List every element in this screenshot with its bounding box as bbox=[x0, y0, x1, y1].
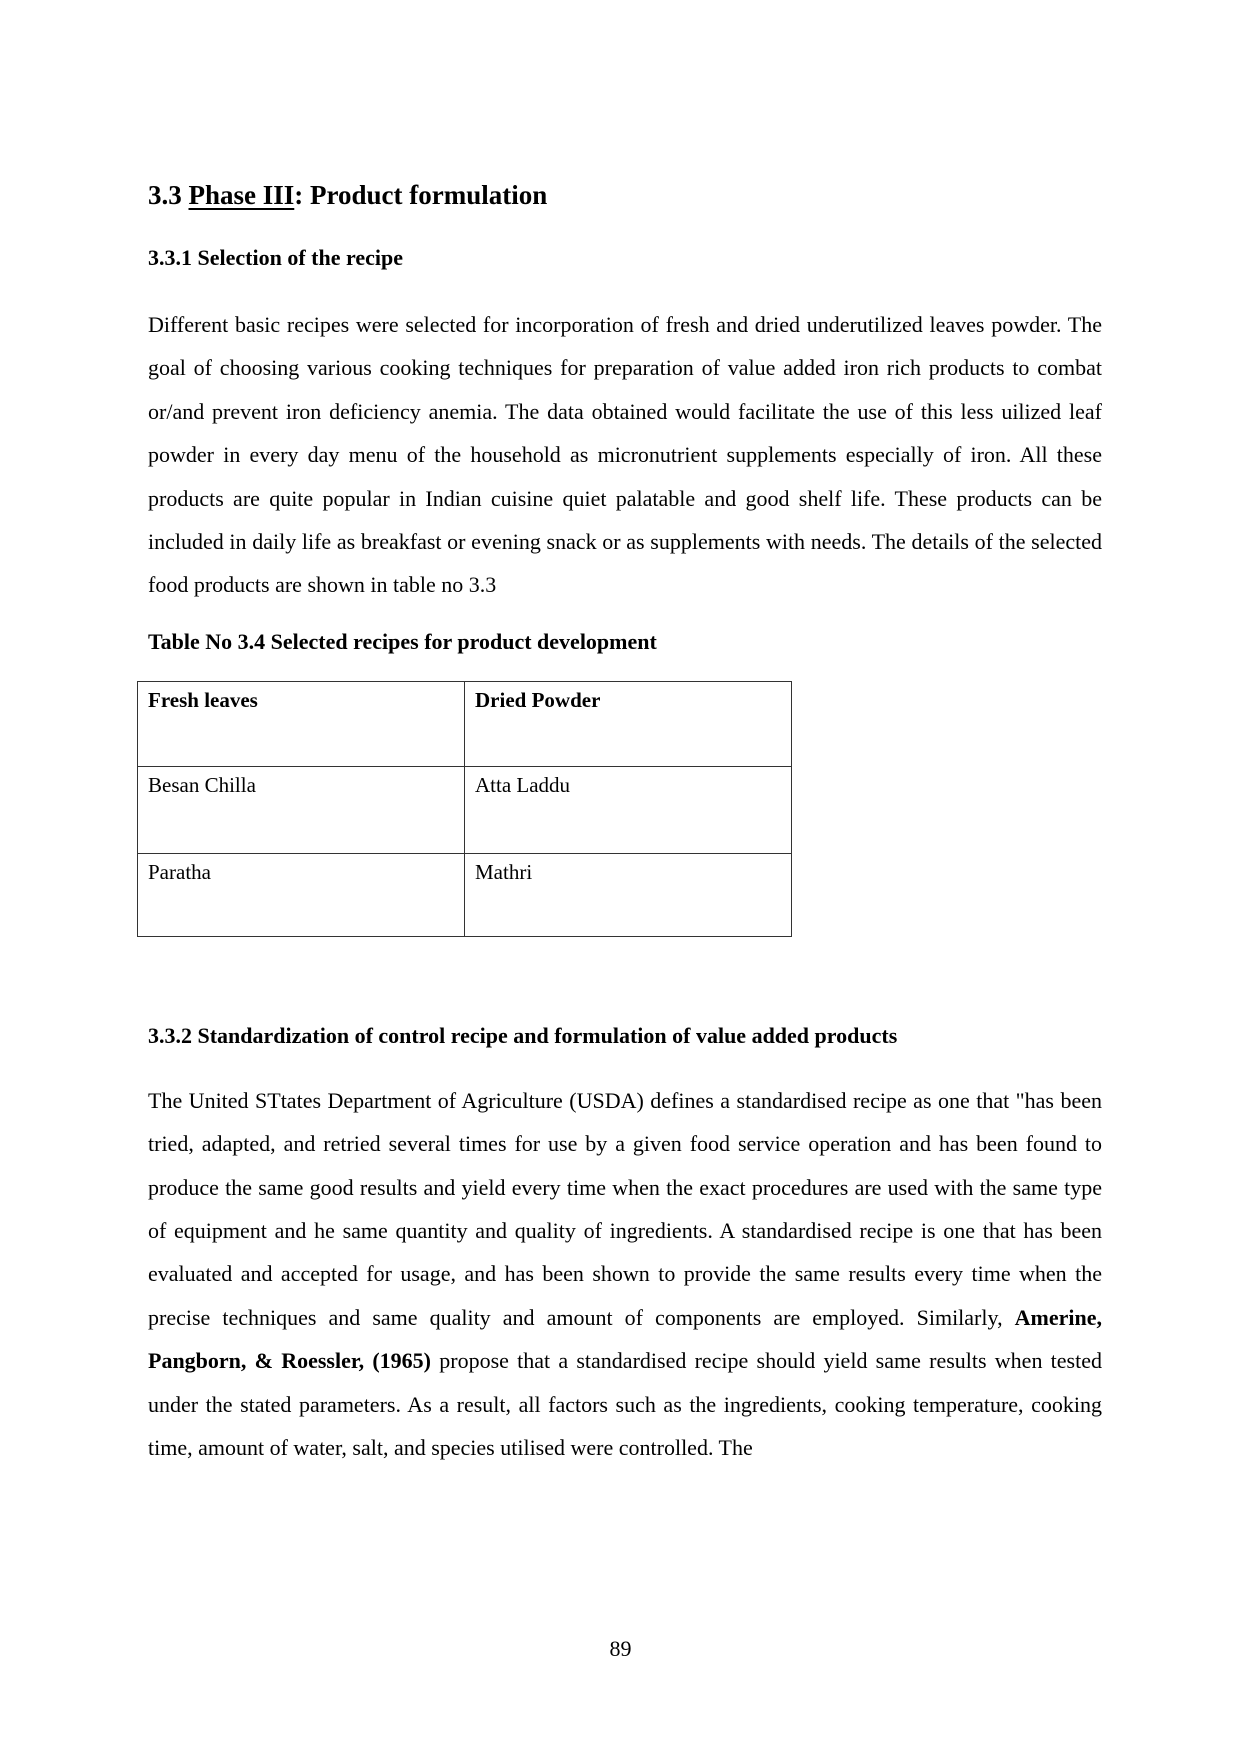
section-title-text: : Product formulation bbox=[294, 180, 548, 210]
table-cell: Besan Chilla bbox=[138, 766, 465, 853]
table-header-row bbox=[138, 681, 792, 766]
paragraph-text: propose that a standardised recipe should yield same results when tested under the stated parameters. As a result, all factors such as the ingredients, cooking temperature, cooking time, amount of water, salt, and species utilised were controlled. The bbox=[148, 1348, 1102, 1461]
table-cell: Mathri bbox=[465, 853, 792, 936]
subsection-heading-selection: 3.3.1 Selection of the recipe bbox=[148, 245, 403, 270]
page-content bbox=[148, 178, 1102, 1470]
section-heading bbox=[148, 178, 1102, 212]
standardization-paragraph bbox=[148, 1079, 1102, 1470]
paragraph-text: The United STtates Department of Agriculture (USDA) defines a standardised recipe as one that "has been tried, adapted, and retried several times for use by a given food service operation and has been found to produce the same good results and yield every time when the exact procedures are used with the same type of equipment and he same quantity and quality of ingredients. A standardised recipe is one that has been evaluated and accepted for usage, and has been shown to provide the same results every time when the precise techniques and same quality and amount of components are employed. Similarly, bbox=[148, 1087, 1102, 1330]
page-number: 89 bbox=[609, 1636, 632, 1661]
table-row bbox=[138, 766, 792, 853]
table-header-cell: Fresh leaves bbox=[138, 681, 465, 766]
subsection-heading-standardization: 3.3.2 Standardization of control recipe and formulation of value added products bbox=[148, 1022, 898, 1048]
selection-paragraph: Different basic recipes were selected for incorporation of fresh and dried underutilized leaves powder. The goal of choosing various cooking techniques for preparation of value added iron rich products to combat or/and prevent iron deficiency anemia. The data obtained would facilitate the use of this less uilized leaf powder in every day menu of the household as micronutrient supplements especially of iron. All these products are quite popular in Indian cuisine quiet palatable and good shelf life. These products can be included in daily life as breakfast or evening snack or as supplements with needs. The details of the selected food products are shown in table no 3.3 bbox=[148, 312, 1102, 598]
recipes-table bbox=[137, 681, 792, 937]
spacer bbox=[148, 937, 1102, 1022]
citation: Amerine, Pangborn, & Roessler, (1965) bbox=[148, 1304, 1102, 1374]
table-cell: Atta Laddu bbox=[465, 766, 792, 853]
table-header-cell: Dried Powder bbox=[465, 681, 792, 766]
section-number: 3.3 bbox=[148, 180, 182, 210]
section-phase: Phase III bbox=[188, 180, 295, 210]
table-row bbox=[138, 853, 792, 936]
table-caption: Table No 3.4 Selected recipes for product development bbox=[148, 628, 657, 654]
table-cell: Paratha bbox=[138, 853, 465, 936]
